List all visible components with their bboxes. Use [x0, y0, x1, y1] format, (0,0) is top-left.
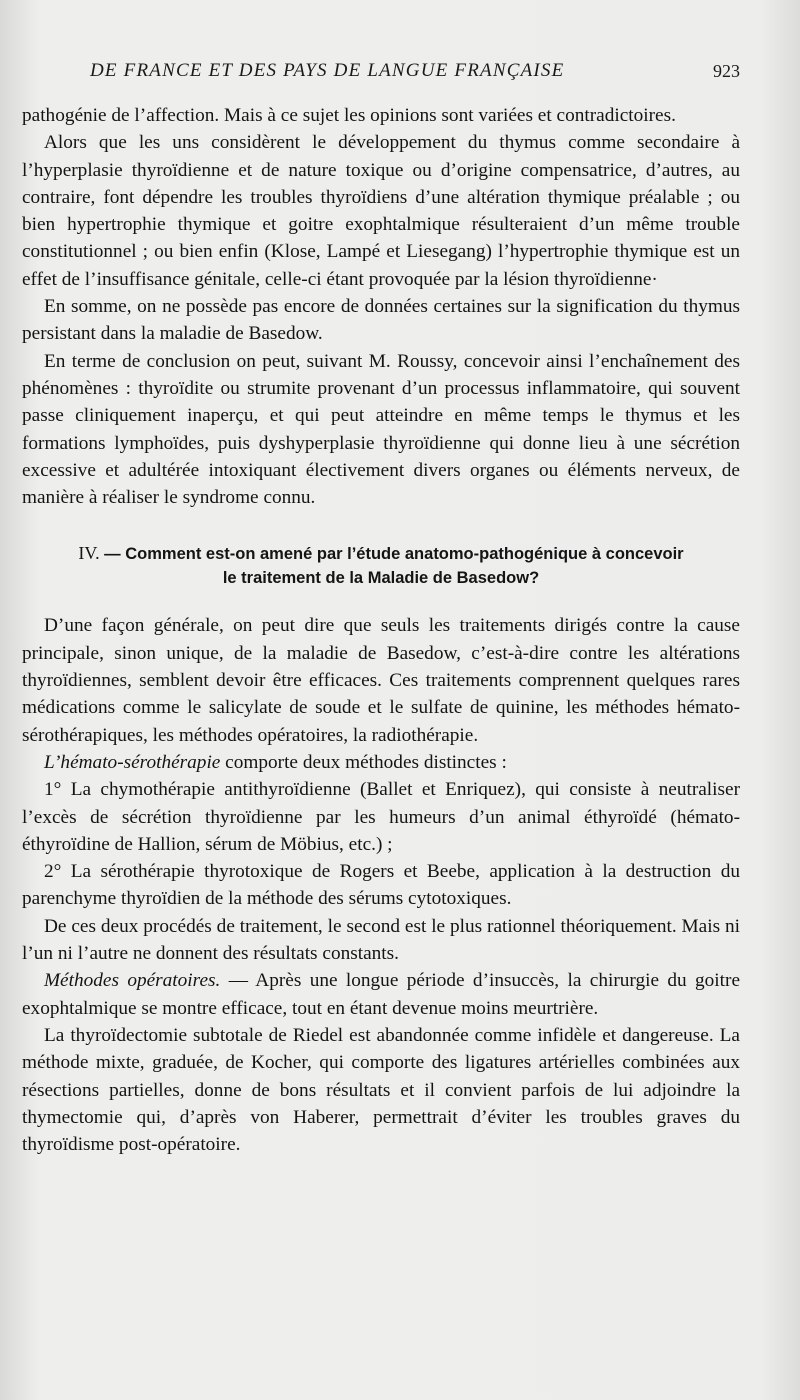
paragraph-10	[22, 967, 740, 1022]
term-hemato-serotherapie: L’hémato-sérothérapie	[44, 751, 221, 773]
section-heading	[22, 541, 740, 590]
section-title-line-2: le traitement de la Maladie de Basedow?	[222, 569, 540, 588]
paragraph-4: En terme de conclusion on peut, suivant M. Roussy, concevoir ainsi l’enchaînement des phénomènes : thyroïdite ou strumite provenant d’un processus inflammatoire, qui souvent passe cliniquement inaperçu, et qui peut atteindre en même temps le thymus et les formations lymphoïdes, puis dyshyperplasie thyroïdienne qui donne lieu à une sécrétion excessive et adultérée intoxiquant électivement divers organes ou éléments nerveux, de manière à réaliser le syndrome connu.	[22, 350, 740, 509]
paragraph-5: D’une façon générale, on peut dire que seuls les traitements dirigés contre la cause principale, sinon unique, de la maladie de Basedow, c’est-à-dire contre les altérations thyroïdiennes, semblent devoir être efficaces. Ces traitements comprennent quelques rares médications comme le salicylate de soude et le sulfate de quinine, les méthodes hémato-sérothérapiques, les méthodes opératoires, la radiothérapie.	[22, 615, 740, 746]
paragraph-7: 1° La chymothérapie antithyroïdienne (Ballet et Enriquez), qui consiste à neutraliser l’excès de sécrétion thyroïdienne par les humeurs d’un animal éthyroïdé (hémato-éthyroïdine de Hallion, sérum de Möbius, etc.) ;	[22, 779, 740, 855]
paragraph-11: La thyroïdectomie subtotale de Riedel est abandonnée comme infidèle et dangereuse. La méthode mixte, graduée, de Kocher, qui comporte des ligatures artérielles combinées aux résections partielles, donne de bons résultats et il convient parfois de lui adjoindre la thymectomie qui, d’après von Haberer, permettrait d’éviter les troubles graves du thyroïdisme post-opératoire.	[22, 1024, 740, 1156]
page-number: 923	[713, 61, 740, 81]
paragraph-6	[22, 749, 740, 776]
paragraph-10-text: — Après une longue période d’insuccès, la chirurgie du goitre exophtalmique se montre efficace, tout en étant devenue moins meurtrière.	[22, 970, 740, 1019]
paragraph-6-text: comporte deux méthodes distinctes :	[220, 751, 507, 773]
section-number: IV.	[78, 543, 100, 564]
paragraph-9: De ces deux procédés de traitement, le second est le plus rationnel théoriquement. Mais ni l’un ni l’autre ne donnent des résultats constants.	[22, 915, 740, 965]
body-text	[22, 102, 740, 1158]
term-methodes-operatoires: Méthodes opératoires.	[44, 970, 221, 992]
page-header	[90, 60, 740, 86]
paragraph-2: Alors que les uns considèrent le développement du thymus comme secondaire à l’hyperplasie thyroïdienne et de nature toxique ou d’origine compensatrice, d’autres, au contraire, font dépendre les troubles thyroïdiens d’une altération thymique préalable ; ou bien hypertrophie thymique et goitre exophtalmique résulteraient d’un même trouble constitutionnel ; ou bien enfin (Klose, Lampé et Liesegang) l’hypertrophie thymique est un effet de l’insuffisance génitale, celle-ci étant provoquée par la lésion thyroïdienne·	[22, 132, 740, 290]
paragraph-3: En somme, on ne possède pas encore de données certaines sur la signification du thymus persistant dans la maladie de Basedow.	[22, 296, 740, 345]
section-title-line-1: — Comment est-on amené par l’étude anatomo-pathogénique à concevoir	[99, 545, 684, 564]
paragraph-8: 2° La sérothérapie thyrotoxique de Rogers et Beebe, application à la destruction du parenchyme thyroïdien de la méthode des sérums cytotoxiques.	[22, 861, 740, 910]
running-title: DE FRANCE ET DES PAYS DE LANGUE FRANÇAISE	[90, 60, 565, 81]
paragraph-1: pathogénie de l’affection. Mais à ce sujet les opinions sont variées et contradictoires.	[22, 105, 676, 126]
